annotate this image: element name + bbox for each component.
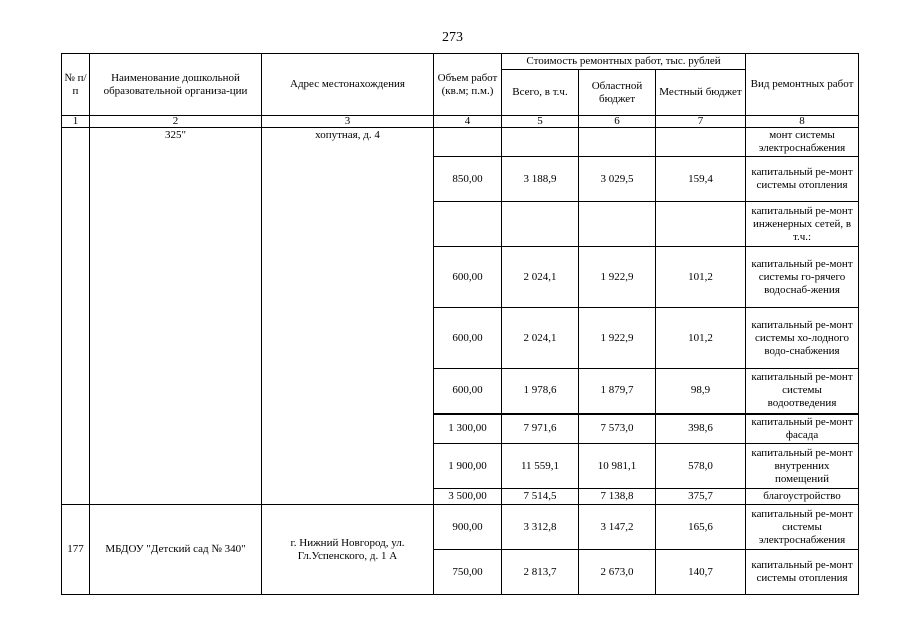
cell-volume: 600,00 xyxy=(434,369,502,414)
column-number: 3 xyxy=(262,116,434,128)
cell-kind: капитальный ре-монт системы го-рячего водоснаб-жения xyxy=(746,247,859,308)
repair-works-table xyxy=(61,53,859,595)
cell-kind: монт системы электроснабжения xyxy=(746,128,859,157)
cell-regional: 3 147,2 xyxy=(579,505,656,550)
cell-total: 1 978,6 xyxy=(502,369,579,414)
table-row xyxy=(62,505,859,550)
cell-volume xyxy=(434,128,502,157)
column-number-row xyxy=(62,116,859,128)
cell-local: 140,7 xyxy=(656,550,746,595)
cell-regional: 3 029,5 xyxy=(579,157,656,202)
cell-volume: 600,00 xyxy=(434,247,502,308)
cell-regional: 7 573,0 xyxy=(579,414,656,444)
cell-local: 101,2 xyxy=(656,247,746,308)
column-number: 4 xyxy=(434,116,502,128)
cell-kind: капитальный ре-монт системы хо-лодного водо-снабжения xyxy=(746,308,859,369)
cell-local: 101,2 xyxy=(656,308,746,369)
cell-kind: капитальный ре-монт внутренних помещений xyxy=(746,444,859,489)
cell-name: МБДОУ "Детский сад № 340" xyxy=(90,505,262,595)
header-address: Адрес местонахождения xyxy=(262,54,434,116)
header-cost-group: Стоимость ремонтных работ, тыс. рублей xyxy=(502,54,746,70)
cell-total xyxy=(502,128,579,157)
cell-total: 3 188,9 xyxy=(502,157,579,202)
cell-local xyxy=(656,202,746,247)
cell-kind: капитальный ре-монт инженерных сетей, в т.ч.: xyxy=(746,202,859,247)
cell-local xyxy=(656,128,746,157)
cell-regional: 2 673,0 xyxy=(579,550,656,595)
table-row xyxy=(62,128,859,157)
cell-local: 398,6 xyxy=(656,414,746,444)
cell-kind: капитальный ре-монт фасада xyxy=(746,414,859,444)
cell-total: 2 024,1 xyxy=(502,308,579,369)
cell-local: 159,4 xyxy=(656,157,746,202)
column-number: 7 xyxy=(656,116,746,128)
cell-num xyxy=(62,128,90,505)
column-number: 8 xyxy=(746,116,859,128)
page-number: 273 xyxy=(442,30,463,45)
cell-local: 98,9 xyxy=(656,369,746,414)
header-kind: Вид ремонтных работ xyxy=(746,54,859,116)
cell-address: хопутная, д. 4 xyxy=(262,128,434,505)
column-number: 5 xyxy=(502,116,579,128)
cell-regional: 1 879,7 xyxy=(579,369,656,414)
cell-volume: 1 900,00 xyxy=(434,444,502,489)
cell-total: 7 514,5 xyxy=(502,489,579,505)
cell-volume: 900,00 xyxy=(434,505,502,550)
cell-local: 165,6 xyxy=(656,505,746,550)
cell-volume: 3 500,00 xyxy=(434,489,502,505)
cell-local: 578,0 xyxy=(656,444,746,489)
cell-total: 2 024,1 xyxy=(502,247,579,308)
header-local: Местный бюджет xyxy=(656,70,746,116)
cell-total xyxy=(502,202,579,247)
column-number: 2 xyxy=(90,116,262,128)
cell-regional: 1 922,9 xyxy=(579,308,656,369)
cell-local: 375,7 xyxy=(656,489,746,505)
cell-kind: капитальный ре-монт системы водоотведения xyxy=(746,369,859,414)
cell-total: 11 559,1 xyxy=(502,444,579,489)
cell-address: г. Нижний Новгород, ул. Гл.Успенского, д. 1 А xyxy=(262,505,434,595)
cell-total: 3 312,8 xyxy=(502,505,579,550)
cell-kind: капитальный ре-монт системы отопления xyxy=(746,550,859,595)
cell-volume: 1 300,00 xyxy=(434,414,502,444)
cell-kind: благоустройство xyxy=(746,489,859,505)
cell-volume: 750,00 xyxy=(434,550,502,595)
header-regional: Областной бюджет xyxy=(579,70,656,116)
cell-regional xyxy=(579,128,656,157)
cell-regional: 1 922,9 xyxy=(579,247,656,308)
column-number: 1 xyxy=(62,116,90,128)
cell-total: 7 971,6 xyxy=(502,414,579,444)
cell-total: 2 813,7 xyxy=(502,550,579,595)
cell-name: 325" xyxy=(90,128,262,505)
cell-kind: капитальный ре-монт системы отопления xyxy=(746,157,859,202)
cell-volume: 850,00 xyxy=(434,157,502,202)
cell-kind: капитальный ре-монт системы электроснабжения xyxy=(746,505,859,550)
cell-regional: 7 138,8 xyxy=(579,489,656,505)
header-volume: Объем работ (кв.м; п.м.) xyxy=(434,54,502,116)
cell-volume xyxy=(434,202,502,247)
header-name: Наименование дошкольной образовательной организа-ции xyxy=(90,54,262,116)
header-num: № п/п xyxy=(62,54,90,116)
cell-regional xyxy=(579,202,656,247)
cell-regional: 10 981,1 xyxy=(579,444,656,489)
header-total: Всего, в т.ч. xyxy=(502,70,579,116)
cell-volume: 600,00 xyxy=(434,308,502,369)
column-number: 6 xyxy=(579,116,656,128)
cell-num: 177 xyxy=(62,505,90,595)
